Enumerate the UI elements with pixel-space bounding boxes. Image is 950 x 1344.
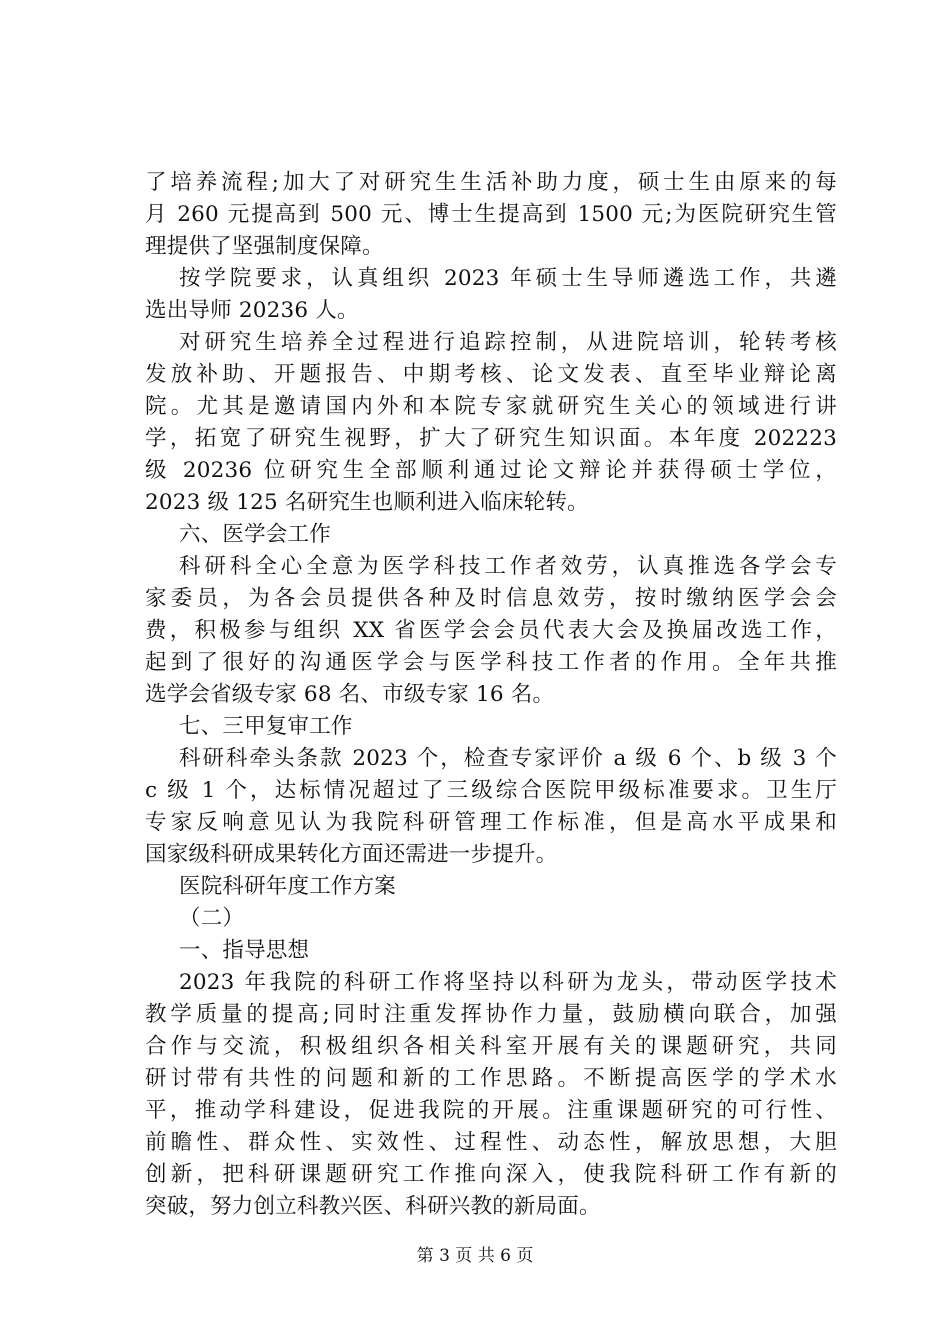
text-line: 级 20236 位研究生全部顺利通过论文辩论并获得硕士学位， <box>145 458 837 483</box>
text-line: 专家反响意见认为我院科研管理工作标准，但是高水平成果和 <box>145 810 837 835</box>
document-subtitle-number: （二） <box>179 906 245 931</box>
text-line: 了培养流程;加大了对研究生生活补助力度，硕士生由原来的每 <box>145 170 837 195</box>
document-body <box>145 167 837 1223</box>
text-line: c 级 1 个，达标情况超过了三级综合医院甲级标准要求。卫生厅 <box>145 778 837 803</box>
text-line: 选学会省级专家 68 名、市级专家 16 名。 <box>145 682 555 707</box>
text-line: 前瞻性、群众性、实效性、过程性、动态性，解放思想，大胆 <box>145 1130 837 1155</box>
text-line: 发放补助、开题报告、中期考核、论文发表、直至毕业辩论离 <box>145 362 837 387</box>
text-line: 学，拓宽了研究生视野，扩大了研究生知识面。本年度 202223 <box>145 426 837 451</box>
text-line: 院。尤其是邀请国内外和本院专家就研究生关心的领域进行讲 <box>145 394 837 419</box>
section-heading: 一、指导思想 <box>179 938 310 963</box>
text-line: 国家级科研成果转化方面还需进一步提升。 <box>145 842 558 867</box>
section-heading: 七、三甲复审工作 <box>179 714 353 739</box>
text-line: 突破，努力创立科教兴医、科研兴教的新局面。 <box>145 1194 601 1219</box>
text-line: 选出导师 20236 人。 <box>145 298 359 323</box>
text-line: 教学质量的提高;同时注重发挥协作力量，鼓励横向联合，加强 <box>145 1002 837 1027</box>
text-line: 平，推动学科建设，促进我院的开展。注重课题研究的可行性、 <box>145 1098 837 1123</box>
section-heading: 六、医学会工作 <box>179 522 331 547</box>
text-line: 2023 年我院的科研工作将坚持以科研为龙头，带动医学技术 <box>179 970 837 995</box>
text-line: 2023 级 125 名研究生也顺利进入临床轮转。 <box>145 490 589 515</box>
text-line: 研讨带有共性的问题和新的工作思路。不断提高医学的学术水 <box>145 1066 837 1091</box>
text-line: 创新，把科研课题研究工作推向深入，使我院科研工作有新的 <box>145 1162 837 1187</box>
text-line: 理提供了坚强制度保障。 <box>145 234 384 259</box>
text-line: 家委员，为各会员提供各种及时信息效劳，按时缴纳医学会会 <box>145 586 837 611</box>
text-line: 费，积极参与组织 XX 省医学会会员代表大会及换届改选工作， <box>145 618 837 643</box>
text-line: 对研究生培养全过程进行追踪控制，从进院培训，轮转考核 <box>179 330 837 355</box>
text-line: 按学院要求，认真组织 2023 年硕士生导师遴选工作，共遴 <box>179 266 837 291</box>
text-line: 月 260 元提高到 500 元、博士生提高到 1500 元;为医院研究生管 <box>145 202 837 227</box>
text-line: 科研科全心全意为医学科技工作者效劳，认真推选各学会专 <box>179 554 837 579</box>
text-line: 合作与交流，积极组织各相关科室开展有关的课题研究，共同 <box>145 1034 837 1059</box>
text-line: 起到了很好的沟通医学会与医学科技工作者的作用。全年共推 <box>145 650 837 675</box>
document-subtitle: 医院科研年度工作方案 <box>179 874 397 899</box>
text-line: 科研科牵头条款 2023 个，检查专家评价 a 级 6 个、b 级 3 个 <box>179 746 837 771</box>
page-footer: 第 3 页 共 6 页 <box>416 1246 534 1266</box>
